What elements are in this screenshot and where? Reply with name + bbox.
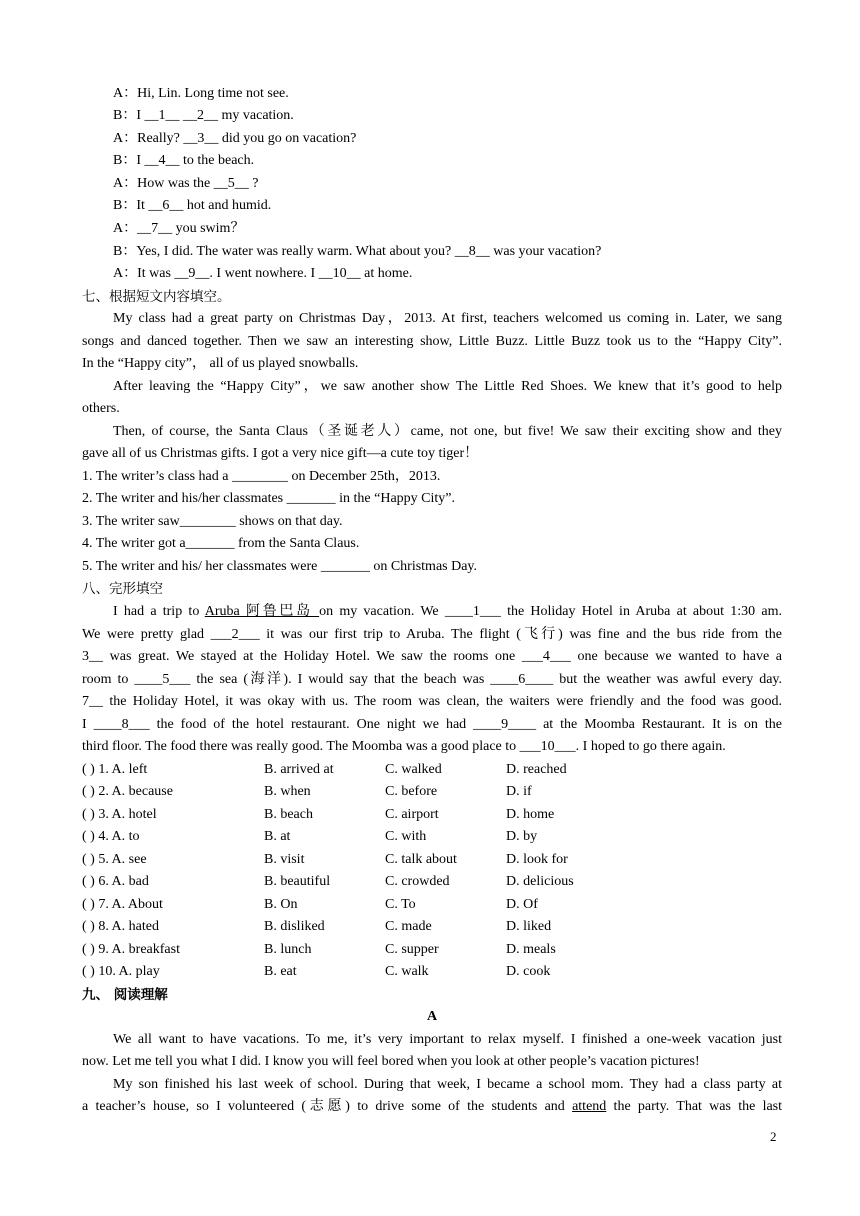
option-d: D. delicious — [506, 874, 574, 889]
question-line: 5. The writer and his/ her classmates were _______ on Christmas Day. — [82, 559, 478, 574]
option-b: B. eat — [264, 964, 297, 979]
option-c: C. before — [385, 784, 438, 799]
dialogue-line: A：It was __9__. I went nowhere. I __10__ at home. — [113, 266, 413, 281]
option-b: B. at — [264, 829, 291, 844]
passage-text: the party. That was the last — [606, 1099, 783, 1114]
cloze-line — [113, 601, 782, 624]
option-d: D. look for — [506, 852, 568, 867]
option-d: D. Of — [506, 897, 538, 912]
passage-text: a teacher’s house, so I volunteered (志愿) to drive some of the students and — [82, 1099, 573, 1114]
paragraph-line: My class had a great party on Christmas Day，2013. At first, teachers welcomed us coming in. Later, we sang — [113, 311, 782, 326]
paragraph-line: After leaving the “Happy City”，we saw another show The Little Red Shoes. We knew that it’s good to help — [113, 379, 782, 394]
option-b: B. arrived at — [264, 762, 334, 777]
cloze-text: on my vacation. We ____1___ the Holiday Hotel in Aruba at about 1:30 am. — [319, 604, 782, 619]
option-d: D. if — [506, 784, 532, 799]
option-b: B. disliked — [264, 919, 325, 934]
passage-title: A — [426, 1009, 438, 1024]
option-a: ( ) 3. A. hotel — [82, 807, 157, 822]
option-b: B. lunch — [264, 942, 312, 957]
option-c: C. made — [385, 919, 432, 934]
cloze-line: 7__ the Holiday Hotel, it was okay with us. The room was clean, the waiters were friendly and the food was good. — [82, 694, 782, 709]
option-b: B. visit — [264, 852, 305, 867]
option-b: B. when — [264, 784, 311, 799]
question-line: 4. The writer got a_______ from the Santa Claus. — [82, 536, 360, 551]
cloze-text: I had a trip to — [113, 604, 205, 619]
option-a: ( ) 1. A. left — [82, 762, 148, 777]
dialogue-line: A：__7__ you swim？ — [113, 221, 245, 236]
underlined-term: Aruba 阿鲁巴岛 — [204, 604, 320, 619]
option-c: C. walked — [385, 762, 442, 777]
dialogue-line: B：It __6__ hot and humid. — [113, 198, 272, 213]
cloze-line: room to ____5___ the sea (海洋). I would say that the beach was ____6____ but the weather was awful every day. — [82, 672, 782, 687]
option-c: C. with — [385, 829, 427, 844]
section-heading: 七、根据短文内容填空。 — [82, 289, 231, 305]
option-d: D. meals — [506, 942, 556, 957]
question-line: 3. The writer saw________ shows on that day. — [82, 514, 343, 529]
option-d: D. by — [506, 829, 538, 844]
option-c: C. To — [385, 897, 416, 912]
passage-line: We all want to have vacations. To me, it’s very important to relax myself. I finished a one-week vacation just — [113, 1032, 782, 1047]
dialogue-line: B：I __4__ to the beach. — [113, 153, 255, 168]
option-a: ( ) 6. A. bad — [82, 874, 149, 889]
paragraph-line: songs and danced together. Then we saw an interesting show, Little Buzz. Little Buzz took us to the “Happy City”. — [82, 334, 782, 349]
passage-line: My son finished his last week of school. During that week, I became a school mom. They had a class party at — [113, 1077, 782, 1092]
option-b: B. On — [264, 897, 298, 912]
cloze-line: We were pretty glad ___2___ it was our first trip to Aruba. The flight (飞行) was fine and the bus ride from the — [82, 627, 782, 642]
dialogue-line: A：Really? __3__ did you go on vacation? — [113, 131, 357, 146]
paragraph-line: others. — [82, 401, 120, 416]
section-heading: 九、 阅读理解 — [82, 987, 168, 1003]
passage-line: now. Let me tell you what I did. I know you will feel bored when you look at other people’s vacation pictures! — [82, 1054, 700, 1069]
question-line: 2. The writer and his/her classmates _______ in the “Happy City”. — [82, 491, 455, 506]
dialogue-line: B：Yes, I did. The water was really warm. What about you? __8__ was your vacation? — [113, 244, 602, 259]
option-a: ( ) 5. A. see — [82, 852, 147, 867]
dialogue-line: B：I __1__ __2__ my vacation. — [113, 108, 294, 123]
paragraph-line: gave all of us Christmas gifts. I got a very nice gift—a cute toy tiger！ — [82, 446, 479, 461]
option-b: B. beautiful — [264, 874, 331, 889]
paragraph-line: Then, of course, the Santa Claus（圣诞老人）came, not one, but five! We saw their exciting show and they — [113, 424, 782, 439]
section-heading: 八、完形填空 — [82, 581, 163, 597]
option-c: C. crowded — [385, 874, 450, 889]
cloze-line: third floor. The food there was really good. The Moomba was a good place to ___10___. I hoped to go there again. — [82, 739, 726, 754]
underlined-term: attend — [572, 1099, 607, 1114]
option-a: ( ) 2. A. because — [82, 784, 173, 799]
option-d: D. liked — [506, 919, 552, 934]
cloze-line: 3__ was great. We stayed at the Holiday Hotel. We saw the rooms one ___4___ one because we wanted to have a — [82, 649, 782, 664]
cloze-line: I ____8___ the food of the hotel restaurant. One night we had ____9____ at the Moomba Restaurant. It is on the — [82, 717, 782, 732]
option-c: C. airport — [385, 807, 439, 822]
option-a: ( ) 4. A. to — [82, 829, 140, 844]
option-d: D. home — [506, 807, 555, 822]
option-a: ( ) 9. A. breakfast — [82, 942, 180, 957]
passage-line — [82, 1096, 782, 1119]
option-a: ( ) 10. A. play — [82, 964, 160, 979]
option-c: C. supper — [385, 942, 439, 957]
option-d: D. reached — [506, 762, 567, 777]
option-a: ( ) 8. A. hated — [82, 919, 159, 934]
dialogue-line: A：How was the __5__ ? — [113, 176, 259, 191]
page-number: 2 — [770, 1129, 777, 1144]
option-b: B. beach — [264, 807, 313, 822]
option-c: C. walk — [385, 964, 429, 979]
option-c: C. talk about — [385, 852, 457, 867]
option-d: D. cook — [506, 964, 551, 979]
dialogue-line: A：Hi, Lin. Long time not see. — [113, 86, 289, 101]
paragraph-line: In the “Happy city”， all of us played snowballs. — [82, 356, 359, 371]
option-a: ( ) 7. A. About — [82, 897, 163, 912]
question-line: 1. The writer’s class had a ________ on December 25th，2013. — [82, 469, 441, 484]
